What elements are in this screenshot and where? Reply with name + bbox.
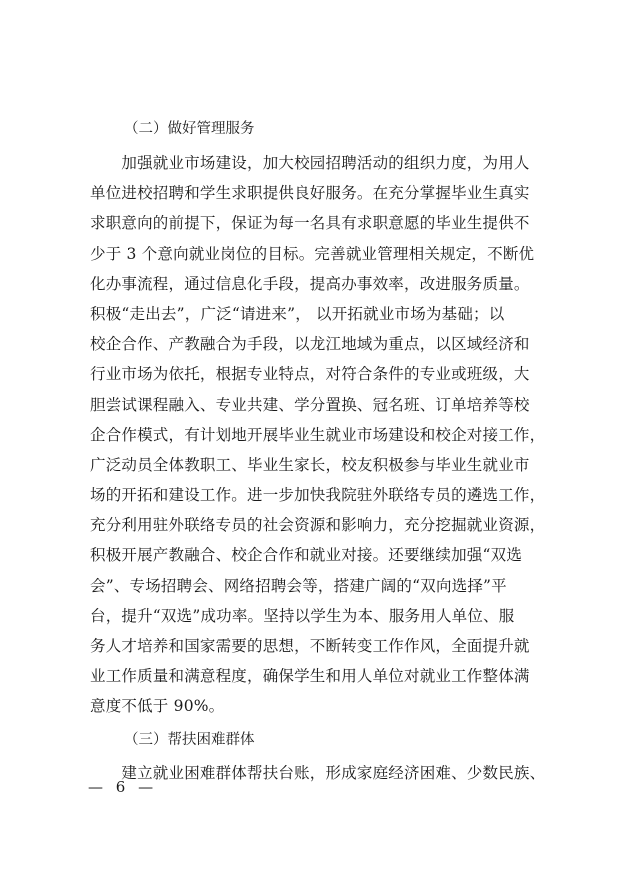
- text-line: 积极开展产教融合、校企合作和就业对接。还要继续加强“双选: [90, 546, 523, 565]
- text-line: 化办事流程，通过信息化手段，提高办事效率，改进服务质量。: [90, 274, 530, 293]
- section-3-paragraph: [90, 758, 544, 788]
- text-line: 行业市场为依托，根据专业特点，对符合条件的专业或班级，大: [90, 365, 530, 384]
- text-line: 广泛动员全体教职工、毕业生家长，校友积极参与毕业生就业市: [90, 455, 530, 474]
- text-line: 建立就业困难群体帮扶台账，形成家庭经济困难、少数民族、: [90, 763, 546, 782]
- text-line: 胆尝试课程融入、专业共建、学分置换、冠名班、订单培养等校: [90, 395, 530, 414]
- document-body: [90, 114, 544, 788]
- text-line: 单位进校招聘和学生求职提供良好服务。在充分掌握毕业生真实: [90, 184, 530, 203]
- section-2-paragraph: [90, 148, 544, 722]
- text-line: 意度不低于 90%。: [90, 697, 225, 716]
- text-line: 业工作质量和满意程度，确保学生和用人单位对就业工作整体满: [90, 667, 530, 686]
- text-line: 加强就业市场建设，加大校园招聘活动的组织力度，为用人: [90, 154, 530, 172]
- text-line: 会”、专场招聘会、网络招聘会等，搭建广阔的“双向选择”平: [90, 576, 507, 595]
- section-heading-2: （二）做好管理服务: [124, 121, 255, 137]
- text-line: 充分利用驻外联络专员的社会资源和影响力，充分挖掘就业资源，: [90, 516, 546, 535]
- text-line: 务人才培养和国家需要的思想，不断转变工作作风，全面提升就: [90, 637, 530, 655]
- text-line: 求职意向的前提下，保证为每一名具有求职意愿的毕业生提供不: [90, 214, 530, 233]
- text-line: 少于 3 个意向就业岗位的目标。完善就业管理相关规定，不断优: [90, 244, 535, 263]
- text-line: 企合作模式，有计划地开展毕业生就业市场建设和校企对接工作，: [90, 425, 546, 444]
- text-line: 积极“走出去”，广泛“请进来”， 以开拓就业市场为基础；以: [90, 304, 505, 323]
- text-line: 台，提升“双选”成功率。坚持以学生为本、服务用人单位、服: [90, 606, 515, 625]
- page-number: — 6 —: [88, 778, 158, 796]
- text-line: 场的开拓和建设工作。进一步加快我院驻外联络专员的遴选工作，: [90, 486, 546, 505]
- text-line: 校企合作、产教融合为手段，以龙江地域为重点，以区域经济和: [90, 335, 530, 354]
- section-heading-3: （三）帮扶困难群体: [124, 731, 255, 748]
